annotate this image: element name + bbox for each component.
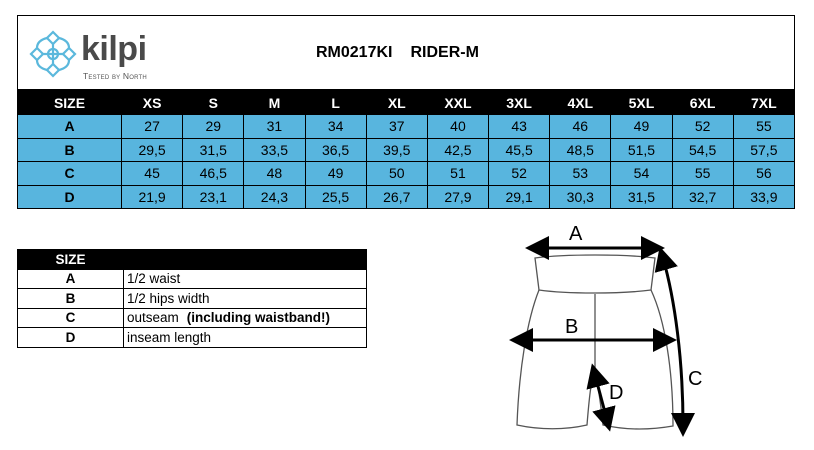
size-cell: 46 bbox=[550, 115, 611, 139]
size-cell: 52 bbox=[672, 115, 733, 139]
size-col-xl: XL bbox=[366, 91, 427, 115]
size-row-c bbox=[18, 162, 795, 186]
size-cell: 52 bbox=[489, 162, 550, 186]
size-cell: 33,5 bbox=[244, 138, 305, 162]
size-cell: 43 bbox=[489, 115, 550, 139]
legend-desc-text: 1/2 waist bbox=[127, 271, 181, 287]
diagram-label-a: A bbox=[569, 223, 583, 245]
size-cell: 31 bbox=[244, 115, 305, 139]
legend-desc bbox=[124, 308, 367, 328]
size-row-b bbox=[18, 138, 795, 162]
size-cell: 48,5 bbox=[550, 138, 611, 162]
size-cell: 54,5 bbox=[672, 138, 733, 162]
size-cell: 32,7 bbox=[672, 185, 733, 209]
size-col-xs: XS bbox=[122, 91, 183, 115]
size-row-label: D bbox=[18, 185, 122, 209]
brand-tagline: Tested by North bbox=[83, 71, 147, 81]
size-cell: 51 bbox=[427, 162, 488, 186]
size-cell: 25,5 bbox=[305, 185, 366, 209]
shorts-diagram bbox=[505, 220, 720, 445]
size-cell: 29,5 bbox=[122, 138, 183, 162]
size-col-l: L bbox=[305, 91, 366, 115]
size-cell: 56 bbox=[733, 162, 794, 186]
legend-row bbox=[18, 308, 367, 328]
size-cell: 45,5 bbox=[489, 138, 550, 162]
size-cell: 46,5 bbox=[183, 162, 244, 186]
legend-row bbox=[18, 269, 367, 289]
size-header-label: SIZE bbox=[18, 91, 122, 115]
legend-key: A bbox=[18, 269, 124, 289]
size-cell: 51,5 bbox=[611, 138, 672, 162]
size-cell: 34 bbox=[305, 115, 366, 139]
size-cell: 54 bbox=[611, 162, 672, 186]
size-cell: 26,7 bbox=[366, 185, 427, 209]
size-row-label: C bbox=[18, 162, 122, 186]
size-cell: 27,9 bbox=[427, 185, 488, 209]
size-col-3xl: 3XL bbox=[489, 91, 550, 115]
size-col-7xl: 7XL bbox=[733, 91, 794, 115]
legend-desc-text: inseam length bbox=[127, 329, 212, 345]
size-cell: 45 bbox=[122, 162, 183, 186]
size-cell: 27 bbox=[122, 115, 183, 139]
size-row-a bbox=[18, 115, 795, 139]
size-cell: 39,5 bbox=[366, 138, 427, 162]
legend-desc-text: outseam bbox=[127, 310, 179, 326]
size-col-s: S bbox=[183, 91, 244, 115]
diagram-label-b: B bbox=[565, 316, 579, 338]
legend-key: B bbox=[18, 289, 124, 309]
size-cell: 53 bbox=[550, 162, 611, 186]
size-cell: 55 bbox=[733, 115, 794, 139]
product-code: RM0217KI bbox=[316, 44, 393, 61]
header-box bbox=[17, 15, 795, 90]
size-cell: 29 bbox=[183, 115, 244, 139]
size-col-4xl: 4XL bbox=[550, 91, 611, 115]
legend-note: (including waistband!) bbox=[186, 310, 331, 326]
size-row-label: A bbox=[18, 115, 122, 139]
legend-header-label: SIZE bbox=[18, 250, 124, 270]
size-cell: 31,5 bbox=[183, 138, 244, 162]
size-cell: 49 bbox=[305, 162, 366, 186]
size-cell: 37 bbox=[366, 115, 427, 139]
shorts-outline-icon bbox=[505, 220, 720, 445]
diagram-label-c: C bbox=[688, 368, 703, 390]
size-cell: 33,9 bbox=[733, 185, 794, 209]
size-row-d bbox=[18, 185, 795, 209]
page-title bbox=[316, 44, 479, 62]
size-col-m: M bbox=[244, 91, 305, 115]
size-cell: 23,1 bbox=[183, 185, 244, 209]
size-cell: 36,5 bbox=[305, 138, 366, 162]
size-cell: 48 bbox=[244, 162, 305, 186]
size-cell: 55 bbox=[672, 162, 733, 186]
size-cell: 42,5 bbox=[427, 138, 488, 162]
size-cell: 50 bbox=[366, 162, 427, 186]
legend-header-blank bbox=[124, 250, 367, 270]
size-cell: 57,5 bbox=[733, 138, 794, 162]
size-cell: 49 bbox=[611, 115, 672, 139]
legend-row bbox=[18, 289, 367, 309]
size-cell: 31,5 bbox=[611, 185, 672, 209]
size-col-6xl: 6XL bbox=[672, 91, 733, 115]
legend-key: C bbox=[18, 308, 124, 328]
legend-table bbox=[17, 249, 367, 348]
legend-desc bbox=[124, 269, 367, 289]
legend-key: D bbox=[18, 328, 124, 348]
kilpi-knot-icon bbox=[27, 26, 79, 82]
size-col-5xl: 5XL bbox=[611, 91, 672, 115]
size-header-row bbox=[18, 91, 795, 115]
size-cell: 30,3 bbox=[550, 185, 611, 209]
size-cell: 40 bbox=[427, 115, 488, 139]
legend-row bbox=[18, 328, 367, 348]
brand-name: kilpi bbox=[81, 30, 147, 68]
size-table bbox=[17, 90, 795, 209]
legend-desc bbox=[124, 289, 367, 309]
legend-desc-text: 1/2 hips width bbox=[127, 290, 210, 306]
size-col-xxl: XXL bbox=[427, 91, 488, 115]
size-cell: 29,1 bbox=[489, 185, 550, 209]
size-cell: 24,3 bbox=[244, 185, 305, 209]
product-name: RIDER-M bbox=[410, 44, 479, 61]
size-row-label: B bbox=[18, 138, 122, 162]
brand-logo bbox=[27, 26, 187, 86]
legend-header-row bbox=[18, 250, 367, 270]
size-cell: 21,9 bbox=[122, 185, 183, 209]
legend-desc bbox=[124, 328, 367, 348]
diagram-label-d: D bbox=[609, 382, 624, 404]
